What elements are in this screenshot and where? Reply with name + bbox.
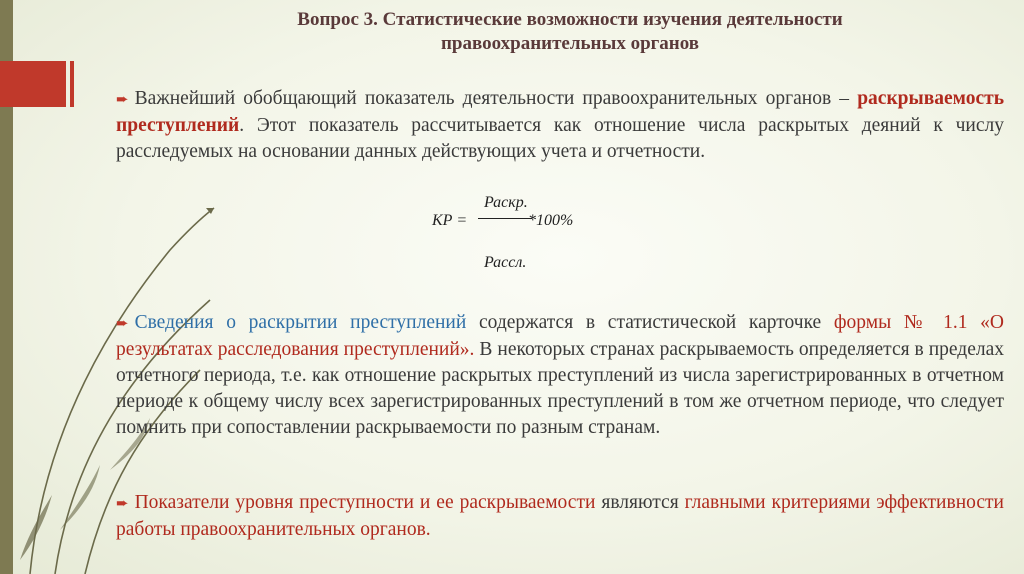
p2-highlight-blue: Сведения о раскрытии преступлений (134, 312, 467, 333)
formula-rhs: *100% (528, 212, 574, 229)
title-line-1: Вопрос 3. Статистические возможности изучения деятельности (297, 9, 843, 30)
p2-middle: содержатся в статистической карточке (466, 312, 834, 333)
p3-highlight-red-2: главными критериями эффективности работы правоохранительных органов. (116, 492, 1004, 540)
formula-fraction-line (478, 218, 532, 219)
p1-rest: . Этот показатель рассчитывается как отношение числа раскрытых деяний к числу расследуемых на основании данных действующих учета и отчетности. (116, 115, 1004, 162)
p3-middle: являются (595, 492, 685, 513)
arrow-bullet-icon: ➨ (116, 92, 129, 108)
formula-denominator: Рассл. (484, 254, 527, 271)
paragraph-2 (116, 310, 1004, 441)
p2-highlight-red: формы № 1.1 «О результатах расследования преступлений». (116, 312, 1004, 360)
paragraph-1 (116, 86, 1004, 165)
formula (432, 188, 592, 278)
p3-highlight-red: Показатели уровня преступности и ее раскрываемости (134, 492, 596, 513)
paragraph-3 (116, 490, 1004, 543)
slide-title (210, 8, 930, 56)
arrow-bullet-icon: ➨ (116, 496, 129, 512)
p2-rest: В некоторых странах раскрываемость определяется в пределах отчетного периода, т.е. как отношение раскрытых преступлений из числа зарегистрированных в отчетном периоде к общему числу всех зарегистрированных преступлений в том же отчетном периоде, что следует помнить при сопоставлении раскрываемости по разным странам. (116, 339, 1005, 438)
p1-lead: Важнейший обобщающий показатель деятельности правоохранительных органов – (134, 88, 850, 109)
formula-lhs: КР = (432, 212, 468, 229)
p1-highlight: раскрываемость преступлений (116, 88, 1004, 136)
formula-numerator: Раскр. (484, 194, 528, 211)
arrow-bullet-icon: ➨ (116, 316, 129, 332)
title-line-2: правоохранительных органов (440, 33, 700, 54)
